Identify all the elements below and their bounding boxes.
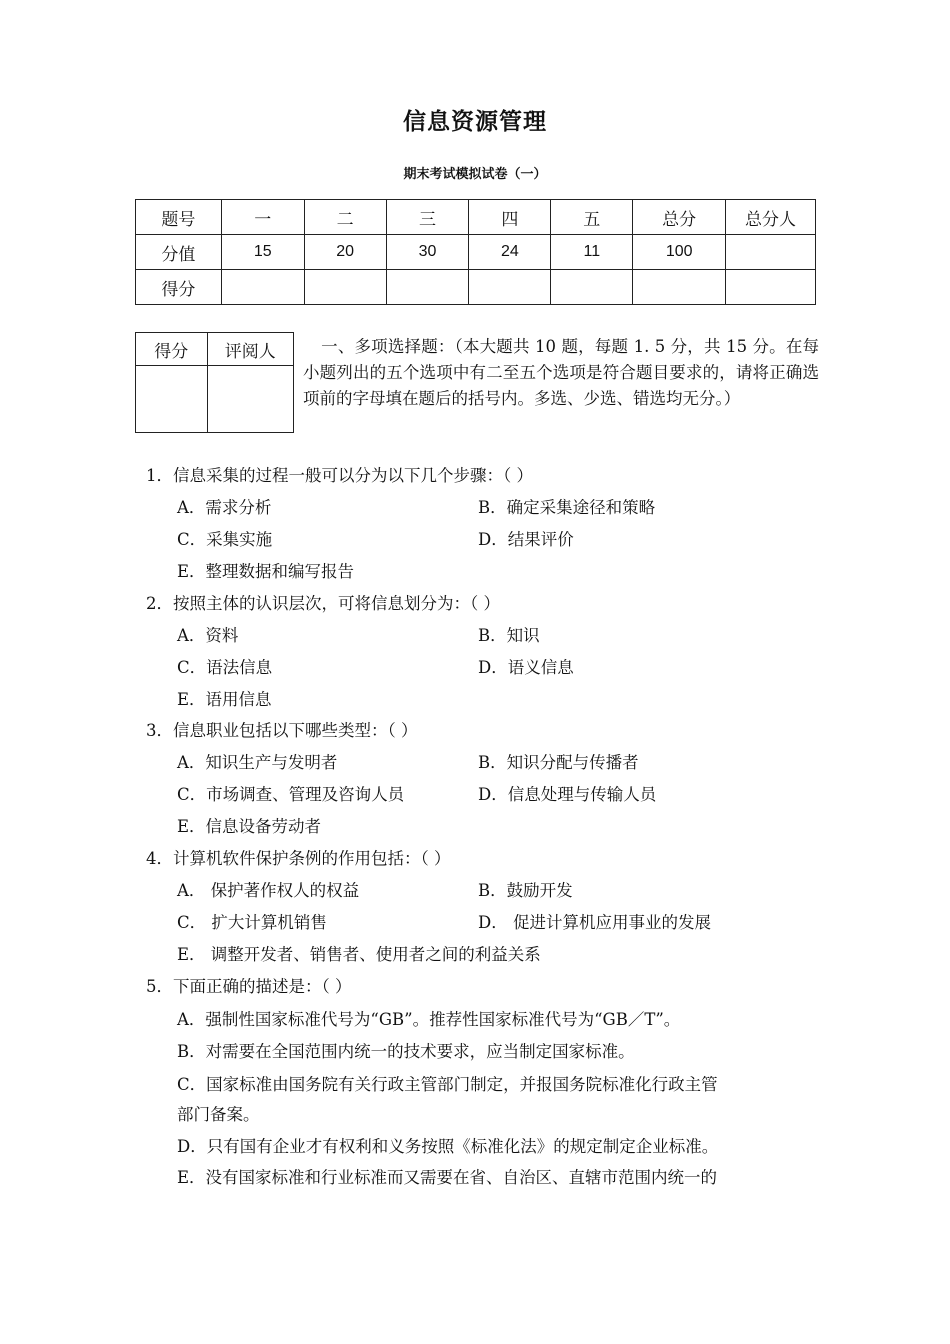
header-cell-part-4: 四 [469,200,551,235]
value-cell-part-1: 15 [221,235,304,270]
question-3-option-b: B．知识分配与传播者 [478,753,639,772]
question-4-option-e: E． 调整开发者、销售者、使用者之间的利益关系 [177,945,541,964]
header-cell-totaler: 总分人 [726,200,816,235]
section-one-text: 一、多项选择题：（本大题共 10 题，每题 1. 5 分，共 15 分。在每小题列出的五个选项中有二至五个选项是符合题目要求的，请将正确选项前的字母填在题后的括号内。多选、少选、错选均无分。） [303,337,819,408]
score-cell-part-5[interactable] [551,270,633,305]
header-cell-part-1: 一 [221,200,304,235]
question-3-stem: 3．信息职业包括以下哪些类型：（ ） [146,721,418,740]
question-1-option-c: C．采集实施 [177,530,273,549]
question-5-option-d: D．只有国有企业才有权利和义务按照《标准化法》的规定制定企业标准。 [177,1137,719,1156]
question-3-option-e: E．信息设备劳动者 [177,817,322,836]
question-5-stem: 5．下面正确的描述是：（ ） [146,977,352,996]
header-cell-total: 总分 [633,200,726,235]
value-cell-totaler [726,235,816,270]
score-cell-part-1[interactable] [221,270,304,305]
question-5-option-c: C．国家标准由国务院有关行政主管部门制定，并报国务院标准化行政主管 [177,1075,718,1094]
score-row-label: 得分 [136,270,222,305]
value-cell-part-5: 11 [551,235,633,270]
question-5-option-c-continued: 部门备案。 [177,1105,260,1124]
value-cell-total: 100 [633,235,726,270]
grader-reviewer-cell[interactable] [207,366,293,433]
score-cell-total[interactable] [633,270,726,305]
score-table-values-row [136,235,816,270]
values-row-label: 分值 [136,235,222,270]
value-cell-part-3: 30 [386,235,469,270]
score-table [135,199,816,305]
question-4-stem: 4．计算机软件保护条例的作用包括：（ ） [146,849,451,868]
question-5-option-e: E．没有国家标准和行业标准而又需要在省、自治区、直辖市范围内统一的 [177,1168,718,1187]
question-1-option-a: A．需求分析 [177,498,272,517]
question-2-option-c: C．语法信息 [177,658,273,677]
header-cell-part-2: 二 [304,200,386,235]
score-table-header-row [136,200,816,235]
score-cell-part-4[interactable] [469,270,551,305]
question-1-option-d: D．结果评价 [478,530,574,549]
header-cell-part-3: 三 [386,200,469,235]
question-3-option-c: C．市场调查、管理及咨询人员 [177,785,405,804]
grader-reviewer-label: 评阅人 [207,333,293,366]
question-1-option-e: E．整理数据和编写报告 [177,562,355,581]
question-5-option-a: A．强制性国家标准代号为“GB”。推荐性国家标准代号为“GB／T”。 [177,1010,681,1029]
question-3-option-a: A．知识生产与发明者 [177,753,338,772]
question-2-option-a: A．资料 [177,626,239,645]
question-2-option-b: B．知识 [478,626,540,645]
header-cell-question-no: 题号 [136,200,222,235]
question-4-option-c: C． 扩大计算机销售 [177,913,327,932]
score-cell-part-2[interactable] [304,270,386,305]
question-2-option-e: E．语用信息 [177,690,272,709]
score-cell-part-3[interactable] [386,270,469,305]
question-4-option-a: A． 保护著作权人的权益 [177,881,360,900]
value-cell-part-4: 24 [469,235,551,270]
question-5-option-b: B．对需要在全国范围内统一的技术要求，应当制定国家标准。 [177,1042,635,1061]
question-1-option-b: B．确定采集途径和策略 [478,498,656,517]
grader-score-cell[interactable] [136,366,208,433]
question-1-stem: 1．信息采集的过程一般可以分为以下几个步骤：（ ） [146,466,533,485]
value-cell-part-2: 20 [304,235,386,270]
header-cell-part-5: 五 [551,200,633,235]
grader-table [135,332,294,433]
section-one-instructions [303,334,819,412]
page-subtitle: 期末考试模拟试卷（一） [403,167,547,182]
question-3-option-d: D．信息处理与传输人员 [478,785,657,804]
page-title: 信息资源管理 [403,109,547,135]
question-2-option-d: D．语义信息 [478,658,574,677]
score-table-score-row [136,270,816,305]
grader-score-label: 得分 [136,333,208,366]
score-cell-totaler[interactable] [726,270,816,305]
question-2-stem: 2．按照主体的认识层次，可将信息划分为：（ ） [146,594,500,613]
question-4-option-b: B．鼓励开发 [478,881,573,900]
question-4-option-d: D． 促进计算机应用事业的发展 [478,913,711,932]
